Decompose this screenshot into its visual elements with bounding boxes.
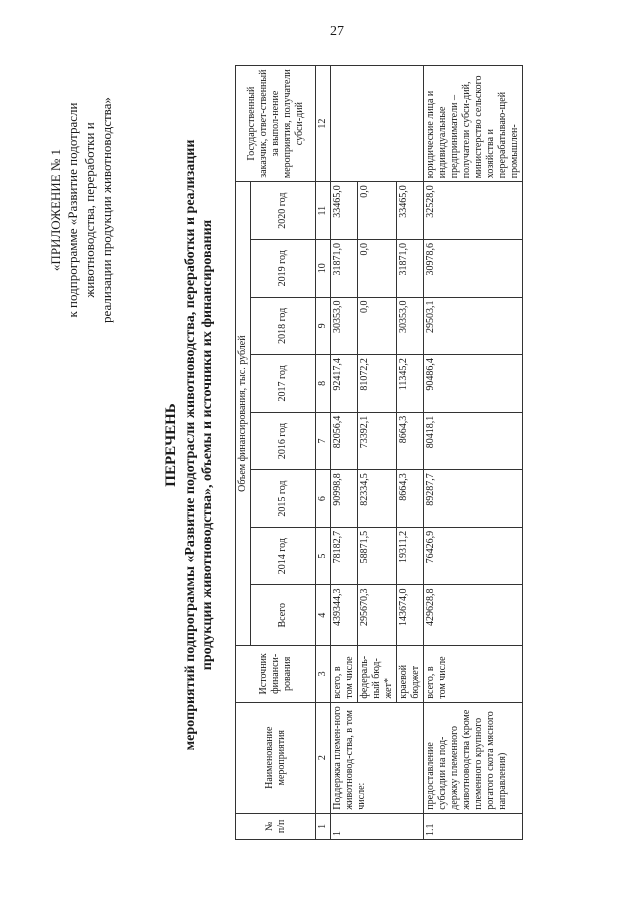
document-heading <box>163 75 216 815</box>
column-number: 4 <box>316 585 331 646</box>
financing-table <box>235 65 523 840</box>
value-cell: 439344,3 <box>331 585 358 646</box>
value-cell: 92417,4 <box>331 355 358 413</box>
header-row <box>236 66 251 840</box>
appendix-block <box>47 45 115 375</box>
value-cell: 429628,8 <box>424 585 523 646</box>
column-number-row <box>316 66 331 840</box>
value-cell: 8664,3 <box>397 470 424 528</box>
value-cell: 73392,1 <box>358 412 397 470</box>
row-customer: юридические лица и индивидуальные предприниматели – получатели субси-дий, министерство сельского хозяйства и перерабатываю-щей промышлен- <box>424 66 523 182</box>
header-customer: Государственный заказчик, ответ-ственный за выпол-нение мероприятия, получатели субси-дий <box>236 66 316 182</box>
value-cell: 82056,4 <box>331 412 358 470</box>
appendix-line: животноводства, переработки и <box>82 122 97 298</box>
column-number: 9 <box>316 297 331 355</box>
row-source: краевой бюджет <box>397 646 424 703</box>
value-cell: 29503,1 <box>424 297 523 355</box>
value-cell: 82334,5 <box>358 470 397 528</box>
header-year: 2014 год <box>251 527 316 585</box>
value-cell: 30978,6 <box>424 239 523 297</box>
column-number: 12 <box>316 66 331 182</box>
header-source: Источник финанси-рования <box>236 646 316 703</box>
value-cell: 31871,0 <box>397 239 424 297</box>
header-total: Всего <box>251 585 316 646</box>
header-year: 2019 год <box>251 239 316 297</box>
row-source: всего, в том числе <box>331 646 358 703</box>
value-cell: 90998,8 <box>331 470 358 528</box>
value-cell: 143674,0 <box>397 585 424 646</box>
header-volume: Объем финансирования, тыс. рублей <box>236 182 251 646</box>
column-number: 3 <box>316 646 331 703</box>
column-number: 1 <box>316 813 331 839</box>
value-cell: 33465,0 <box>397 182 424 240</box>
header-year: 2018 год <box>251 297 316 355</box>
column-number: 8 <box>316 355 331 413</box>
value-cell: 58871,5 <box>358 527 397 585</box>
row-source: всего, в том числе <box>424 646 523 703</box>
table-row <box>331 66 358 840</box>
value-cell: 8664,3 <box>397 412 424 470</box>
value-cell: 30353,0 <box>331 297 358 355</box>
value-cell: 76426,9 <box>424 527 523 585</box>
value-cell: 78182,7 <box>331 527 358 585</box>
value-cell: 19311,2 <box>397 527 424 585</box>
column-number: 11 <box>316 182 331 240</box>
value-cell: 30353,0 <box>397 297 424 355</box>
row-activity: Поддержка племен-ного животновод-ства, в том числе: <box>331 702 424 813</box>
value-cell: 31871,0 <box>331 239 358 297</box>
value-cell: 295670,3 <box>358 585 397 646</box>
heading-title: ПЕРЕЧЕНЬ <box>163 403 179 487</box>
column-number: 7 <box>316 412 331 470</box>
header-year: 2015 год <box>251 470 316 528</box>
heading-line: мероприятий подпрограммы «Развитие подотрасли животноводства, переработки и реализации <box>183 139 198 751</box>
column-number: 5 <box>316 527 331 585</box>
appendix-line: к подпрограмме «Развитие подотрасли <box>65 102 80 318</box>
header-num: № п/п <box>236 813 316 839</box>
value-cell: 81072,2 <box>358 355 397 413</box>
row-activity: предоставление субсидии на под-держку племенного животноводства (кроме племенного крупного рогатого скота мясного направления) <box>424 702 523 813</box>
row-number: 1.1 <box>424 813 523 839</box>
rotated-document <box>45 35 600 865</box>
row-source: федераль-ный бюд-жет* <box>358 646 397 703</box>
appendix-line: реализации продукции животноводства» <box>99 97 114 323</box>
column-number: 2 <box>316 702 331 813</box>
value-cell: 0,0 <box>358 239 397 297</box>
value-cell: 0,0 <box>358 297 397 355</box>
row-number: 1 <box>331 813 424 839</box>
value-cell: 89287,7 <box>424 470 523 528</box>
page-number: 27 <box>330 24 344 39</box>
header-year: 2016 год <box>251 412 316 470</box>
table-row <box>424 66 523 840</box>
value-cell: 80418,1 <box>424 412 523 470</box>
value-cell: 90486,4 <box>424 355 523 413</box>
header-year: 2020 год <box>251 182 316 240</box>
header-name: Наименование мероприятия <box>236 702 316 813</box>
value-cell: 32528,0 <box>424 182 523 240</box>
column-number: 10 <box>316 239 331 297</box>
column-number: 6 <box>316 470 331 528</box>
row-customer <box>331 66 424 182</box>
heading-line: продукции животноводства», объемы и источники их финансирования <box>200 219 215 671</box>
value-cell: 11345,2 <box>397 355 424 413</box>
appendix-line: «ПРИЛОЖЕНИЕ № 1 <box>48 148 63 272</box>
header-year: 2017 год <box>251 355 316 413</box>
value-cell: 0,0 <box>358 182 397 240</box>
value-cell: 33465,0 <box>331 182 358 240</box>
